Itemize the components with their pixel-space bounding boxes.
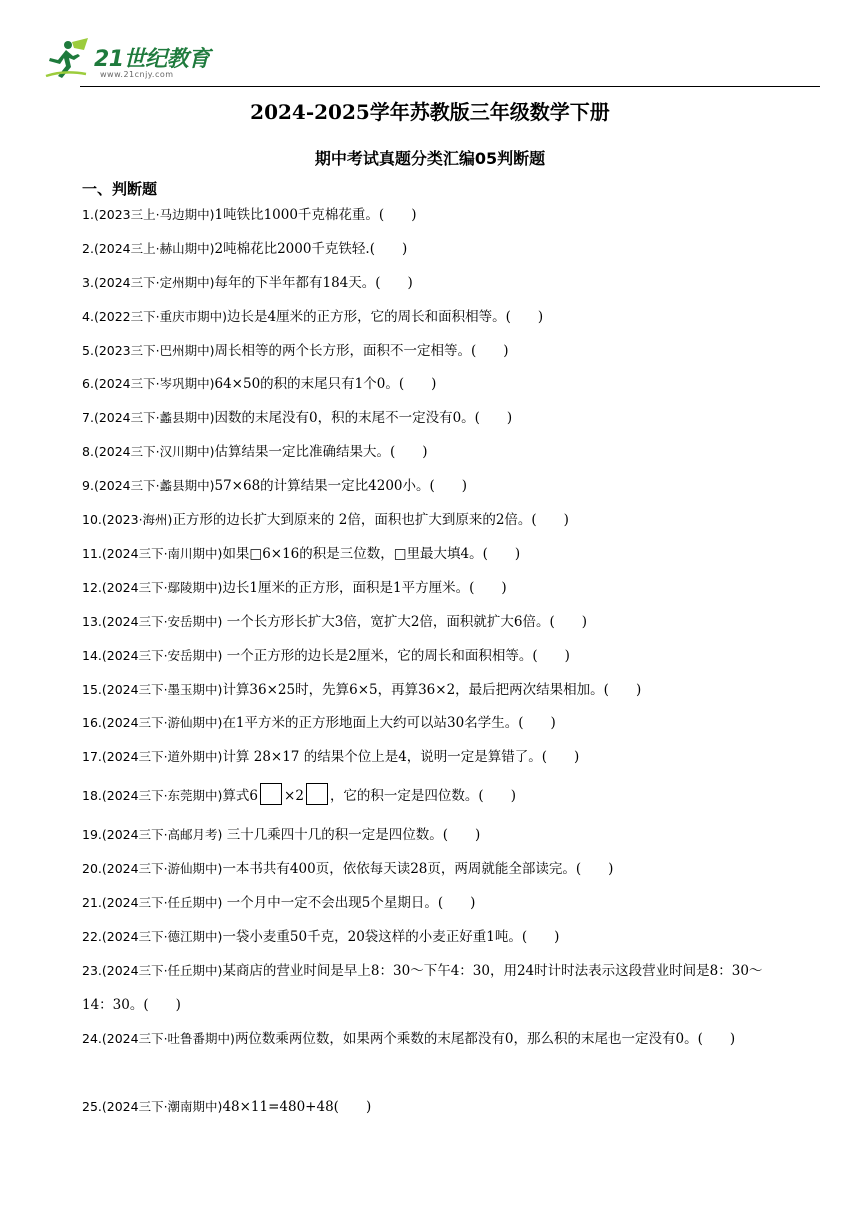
question-item bbox=[82, 818, 782, 852]
question-number: 22. bbox=[82, 929, 102, 944]
blank-box bbox=[306, 783, 328, 805]
question-item bbox=[82, 571, 782, 605]
question-text-part: ，它的积一定是四位数。( ) bbox=[329, 788, 516, 804]
question-item bbox=[82, 334, 782, 368]
question-number: 1. bbox=[82, 207, 94, 222]
question-text: 一袋小麦重50千克，20袋这样的小麦正好重1吨。( ) bbox=[222, 929, 560, 945]
question-number: 9. bbox=[82, 478, 94, 493]
question-source: (2024三下·墨玉期中) bbox=[101, 682, 223, 697]
question-source: (2024三下·安岳期中) bbox=[101, 614, 223, 629]
question-number: 21. bbox=[82, 895, 102, 910]
question-number: 10. bbox=[82, 512, 102, 527]
question-text: 如果□6×16的积是三位数，□里最大填4。( ) bbox=[222, 546, 521, 562]
question-source: (2024三下·德江期中) bbox=[101, 929, 223, 944]
question-text: 周长相等的两个长方形，面积不一定相等。( ) bbox=[214, 343, 509, 359]
question-item bbox=[82, 469, 782, 503]
question-text: 在1平方米的正方形地面上大约可以站30名学生。( ) bbox=[222, 715, 556, 731]
question-source: (2022三下·重庆市期中) bbox=[93, 309, 227, 324]
question-source: (2024三下·游仙期中) bbox=[101, 861, 223, 876]
question-number: 12. bbox=[82, 580, 102, 595]
question-text: 1吨铁比1000千克棉花重。( ) bbox=[214, 207, 417, 223]
question-text: 64×50的积的末尾只有1个0。( ) bbox=[214, 376, 437, 392]
question-text: 某商店的营业时间是早上8：30～下午4：30，用24时计时法表示这段营业时间是8：30～14：30。( ) bbox=[82, 963, 763, 1013]
question-number: 20. bbox=[82, 861, 102, 876]
question-source: (2024三下·南川期中) bbox=[101, 546, 223, 561]
question-item bbox=[82, 639, 782, 673]
document-title: 2024-2025学年苏教版三年级数学下册 bbox=[250, 100, 610, 124]
question-item bbox=[82, 503, 782, 537]
question-text: 计算36×25时，先算6×5，再算36×2，最后把两次结果相加。( ) bbox=[222, 682, 642, 698]
logo-url: www.21cnjy.com bbox=[100, 70, 174, 79]
question-number: 6. bbox=[82, 376, 94, 391]
question-source: (2024三下·潮南期中) bbox=[101, 1099, 223, 1114]
question-item bbox=[82, 435, 782, 469]
question-source: (2024三下·鄢陵期中) bbox=[101, 580, 223, 595]
question-source: (2024三下·岑巩期中) bbox=[93, 376, 215, 391]
question-text: 估算结果一定比准确结果大。( ) bbox=[214, 444, 428, 460]
question-text: 48×11=480+48( ) bbox=[222, 1099, 372, 1115]
question-item bbox=[82, 673, 782, 707]
question-text: 因数的末尾没有0，积的末尾不一定没有0。( ) bbox=[214, 410, 513, 426]
question-item bbox=[82, 1022, 782, 1056]
question-source: (2024三下·任丘期中) bbox=[101, 895, 223, 910]
question-number: 14. bbox=[82, 648, 102, 663]
question-text: 每年的下半年都有184天。( ) bbox=[214, 275, 413, 291]
question-number: 7. bbox=[82, 410, 94, 425]
question-number: 5. bbox=[82, 343, 94, 358]
question-item bbox=[82, 706, 782, 740]
question-number: 16. bbox=[82, 715, 102, 730]
question-number: 11. bbox=[82, 546, 102, 561]
question-number: 24. bbox=[82, 1031, 102, 1046]
document-subtitle: 期中考试真题分类汇编05判断题 bbox=[314, 149, 546, 168]
question-source: (2024三下·吐鲁番期中) bbox=[101, 1031, 235, 1046]
question-source: (2023·海州) bbox=[101, 512, 173, 527]
question-text: 三十几乘四十几的积一定是四位数。( ) bbox=[222, 827, 481, 843]
question-source: (2024三下·任丘期中) bbox=[101, 963, 223, 978]
question-number: 17. bbox=[82, 749, 102, 764]
runner-icon bbox=[44, 36, 94, 82]
question-item bbox=[82, 740, 782, 774]
site-logo bbox=[44, 36, 214, 84]
question-item bbox=[82, 886, 782, 920]
question-item bbox=[82, 852, 782, 886]
question-item bbox=[82, 605, 782, 639]
blank-box bbox=[260, 783, 282, 805]
question-number: 15. bbox=[82, 682, 102, 697]
question-item bbox=[82, 266, 782, 300]
question-source: (2024三下·汉川期中) bbox=[93, 444, 215, 459]
question-item bbox=[82, 367, 782, 401]
question-source: (2024三下·高邮月考) bbox=[101, 827, 223, 842]
question-number: 19. bbox=[82, 827, 102, 842]
page-header bbox=[44, 36, 784, 88]
question-item bbox=[82, 300, 782, 334]
question-source: (2024三下·游仙期中) bbox=[101, 715, 223, 730]
question-text: 两位数乘两位数，如果两个乘数的末尾都没有0，那么积的末尾也一定没有0。( ) bbox=[234, 1031, 736, 1047]
question-text-part: 算式6 bbox=[222, 788, 259, 804]
question-text: 2吨棉花比2000千克铁轻.( ) bbox=[214, 241, 408, 257]
question-item bbox=[82, 232, 782, 266]
question-text: 一个正方形的边长是2厘米，它的周长和面积相等。( ) bbox=[222, 648, 570, 664]
question-text: 边长是4厘米的正方形，它的周长和面积相等。( ) bbox=[226, 309, 544, 325]
question-source: (2024三下·定州期中) bbox=[93, 275, 215, 290]
question-source: (2024三下·东莞期中) bbox=[101, 788, 223, 803]
question-item bbox=[82, 779, 782, 813]
question-source: (2024三下·安岳期中) bbox=[101, 648, 223, 663]
logo-text: 21世纪教育 bbox=[94, 47, 210, 72]
question-text: 正方形的边长扩大到原来的 2倍，面积也扩大到原来的2倍。( ) bbox=[172, 512, 569, 528]
question-text: 一个长方形长扩大3倍，宽扩大2倍，面积就扩大6倍。( ) bbox=[222, 614, 588, 630]
question-number: 23. bbox=[82, 963, 102, 978]
question-source: (2024三下·蠡县期中) bbox=[93, 410, 215, 425]
question-item bbox=[82, 537, 782, 571]
question-number: 4. bbox=[82, 309, 94, 324]
question-source: (2024三上·赫山期中) bbox=[93, 241, 215, 256]
question-text: 计算 28×17 的结果个位上是4，说明一定是算错了。( ) bbox=[222, 749, 580, 765]
question-item bbox=[82, 920, 782, 954]
question-item bbox=[82, 1090, 782, 1124]
question-source: (2023三上·马边期中) bbox=[93, 207, 215, 222]
question-text-part: ×2 bbox=[284, 788, 304, 804]
question-number: 2. bbox=[82, 241, 94, 256]
section-heading: 一、判断题 bbox=[82, 180, 158, 198]
question-source: (2024三下·蠡县期中) bbox=[93, 478, 215, 493]
question-number: 13. bbox=[82, 614, 102, 629]
header-divider bbox=[80, 86, 820, 87]
question-item bbox=[82, 401, 782, 435]
question-item bbox=[82, 198, 782, 232]
question-number: 25. bbox=[82, 1099, 102, 1114]
question-number: 18. bbox=[82, 788, 102, 803]
question-text: 一本书共有400页，依依每天读28页，两周就能全部读完。( ) bbox=[222, 861, 614, 877]
question-number: 3. bbox=[82, 275, 94, 290]
question-source: (2023三下·巴州期中) bbox=[93, 343, 215, 358]
question-text: 一个月中一定不会出现5个星期日。( ) bbox=[222, 895, 476, 911]
question-item bbox=[82, 954, 782, 1022]
question-text: 边长1厘米的正方形，面积是1平方厘米。( ) bbox=[222, 580, 507, 596]
question-text: 57×68的计算结果一定比4200小。( ) bbox=[214, 478, 468, 494]
question-number: 8. bbox=[82, 444, 94, 459]
question-source: (2024三下·道外期中) bbox=[101, 749, 223, 764]
